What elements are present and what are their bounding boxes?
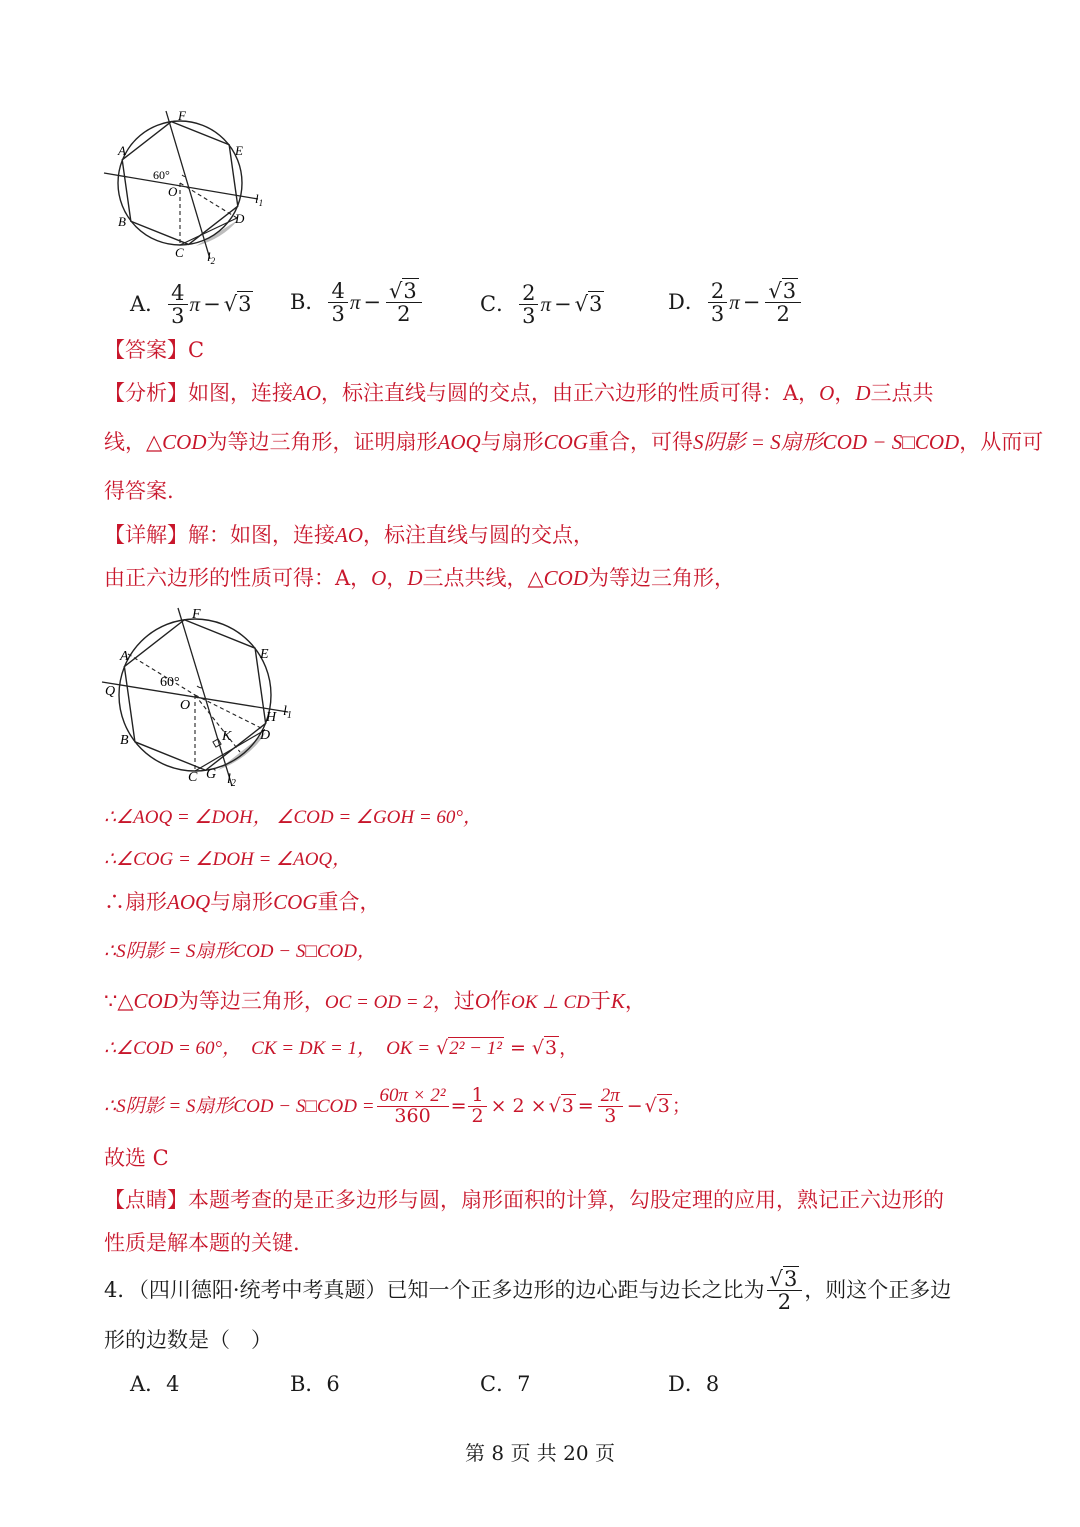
fig1-label-l1: $l_1$ — [255, 191, 264, 208]
option-a[interactable]: A． $\frac{4}{3}$ π − √3 — [130, 281, 252, 329]
figure-1-hexagon-circle — [100, 105, 275, 265]
step-3: ∴扇形AOQ与扇形COG重合， — [104, 890, 381, 914]
fig1-label-l2: $l_2$ — [207, 249, 216, 265]
comment-line-2: 性质是解本题的关键. — [104, 1231, 300, 1255]
detail-line-2: 由正六边形的性质可得：A，O，D三点共线，△COD为等边三角形， — [104, 566, 736, 590]
fig1-label-C: C — [175, 245, 184, 260]
fig1-angle: 60° — [153, 168, 170, 182]
answer-tag: 【答案】 — [104, 338, 188, 362]
fig2-label-K: K — [222, 729, 232, 744]
fig2-label-l2: $l_2$ — [227, 772, 236, 789]
fig2-label-H: H — [266, 710, 277, 725]
question-4-line-2: 形的边数是（ ） — [104, 1328, 272, 1352]
analysis-line-3: 得答案. — [104, 479, 174, 503]
fig1-label-F: F — [178, 108, 186, 123]
page-footer: 第 8 页 共 20 页 — [465, 1441, 615, 1465]
question-4-line-1: 4．（四川德阳·统考中考真题）已知一个正多边形的边心距与边长之比为 $\frac{√3}{2}$ ，则这个正多边 — [104, 1267, 952, 1315]
fig2-label-D: D — [260, 728, 271, 743]
option-d[interactable]: D． $\frac{2}{3}$ π − $\frac{√3}{2}$ — [668, 280, 803, 325]
fig2-label-l1: $l_1$ — [283, 704, 292, 721]
answer-value: C — [188, 338, 205, 362]
step-5: ∵△COD为等边三角形，OC = OD = 2，过O作OK ⊥ CD于K， — [104, 989, 646, 1013]
conclusion: 故选 C — [104, 1146, 169, 1170]
step-6: ∴∠COD = 60°， CK = DK = 1， OK = √2² − 1² = √3 ， — [104, 1037, 579, 1059]
q4-option-d[interactable]: D．8 — [668, 1372, 720, 1396]
step-4: ∴S阴影 = S扇形COD − S□COD， — [104, 941, 376, 962]
fig2-angle: 60° — [160, 675, 180, 690]
fig2-label-C: C — [188, 770, 198, 785]
fig1-label-B: B — [118, 214, 126, 229]
fig2-label-F: F — [192, 607, 201, 622]
analysis-line-1: 【分析】如图，连接AO，标注直线与圆的交点，由正六边形的性质可得：A，O，D三点共 — [104, 381, 934, 405]
fig2-label-B: B — [120, 733, 129, 748]
analysis-formula: S阴影 = S扇形COD − S□COD — [693, 430, 960, 454]
fig2-label-G: G — [206, 767, 217, 782]
analysis-line-2: 线，△COD为等边三角形，证明扇形AOQ与扇形COG重合，可得S阴影 = S扇形COD − S□COD，从而可 — [104, 430, 1044, 454]
q4-option-b[interactable]: B．6 — [290, 1372, 340, 1396]
step-2: ∴∠COG = ∠DOH = ∠AOQ， — [104, 849, 352, 870]
fig2-label-A: A — [120, 649, 129, 664]
fig1-label-E: E — [235, 143, 243, 158]
option-c[interactable]: C． $\frac{2}{3}$ π − √3 — [480, 281, 603, 329]
fig2-label-O: O — [180, 698, 191, 713]
fig1-label-A: A — [118, 143, 126, 158]
detail-line-1: 【详解】解：如图，连接AO，标注直线与圆的交点， — [104, 523, 594, 547]
figure-2-hexagon-circle — [100, 600, 300, 790]
q4-option-c[interactable]: C．7 — [480, 1372, 531, 1396]
step-1: ∴∠AOQ = ∠DOH， ∠COD = ∠GOH = 60°， — [104, 807, 483, 828]
fig2-label-E: E — [260, 647, 269, 662]
option-b[interactable]: B． $\frac{4}{3}$ π − $\frac{√3}{2}$ — [290, 280, 424, 325]
q4-option-a[interactable]: A．4 — [130, 1372, 180, 1396]
step-7: ∴S阴影 = S扇形COD − S□COD = $\frac{\text{60π × 2²}}{360}$ = $\frac{1}{2}$ × 2 × √3 = $\frac{2\pi}{3}$ − √3 ； — [104, 1084, 691, 1127]
comment-line-1: 【点睛】本题考查的是正多边形与圆，扇形面积的计算，勾股定理的应用，熟记正六边形的 — [104, 1188, 944, 1212]
answer-line — [104, 340, 204, 361]
fig1-label-O: O — [168, 184, 178, 199]
fig2-label-Q: Q — [105, 684, 116, 699]
fig1-label-D: D — [235, 211, 245, 226]
